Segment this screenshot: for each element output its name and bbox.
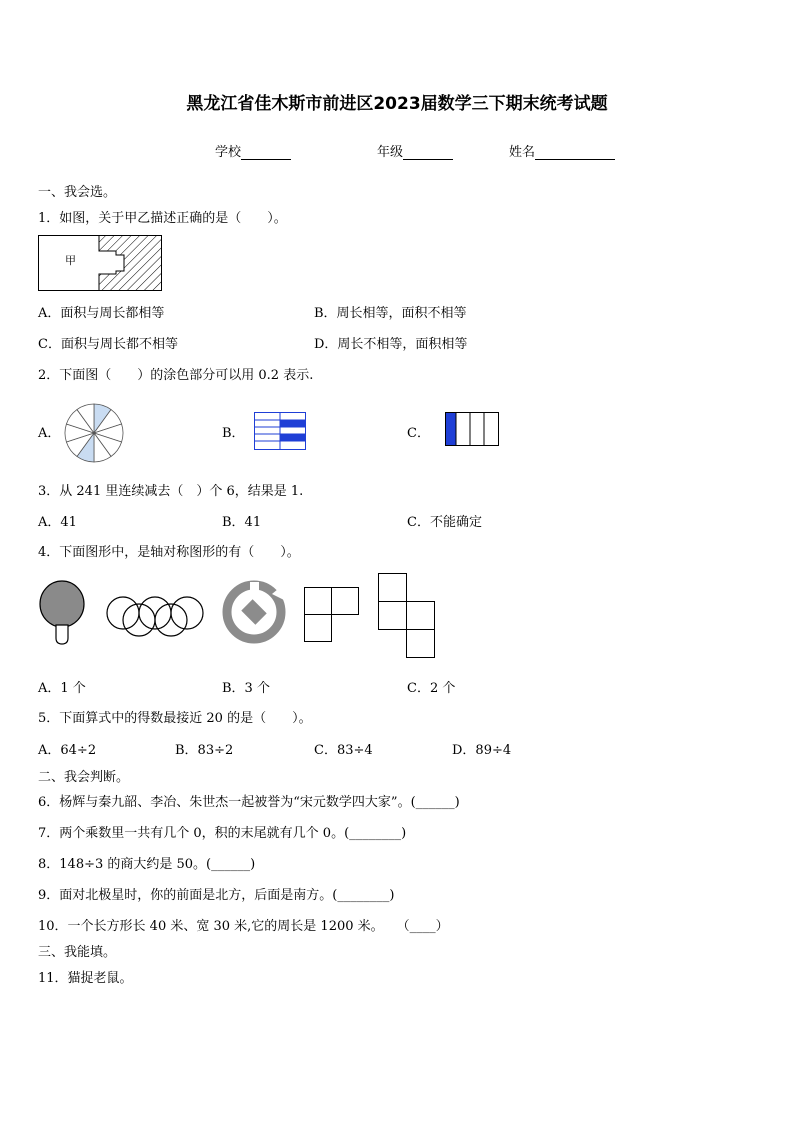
q7: 7．两个乘数里一共有几个 0，积的末尾就有几个 0。(________) [38,826,407,841]
q3-option-b[interactable]: B．41 [222,515,262,530]
q4-stem: 4．下面图形中，是轴对称图形的有（ ）。 [38,545,300,560]
school-blank[interactable] [241,145,291,160]
q10: 10．一个长方形长 40 米、宽 30 米,它的周长是 1200 米。 （____） [38,919,449,934]
q4-option-b[interactable]: B．3 个 [222,681,270,696]
ping-pong-paddle-figure [38,580,88,646]
q2-option-c[interactable]: C． [407,426,430,441]
olympic-rings-figure [104,596,208,638]
q2-stem: 2．下面图（ ）的涂色部分可以用 0.2 表示. [38,368,314,383]
name-label: 姓名 [509,145,536,160]
q1-option-d[interactable]: D．周长不相等，面积相等 [314,337,468,352]
q4-option-a[interactable]: A．1 个 [38,681,86,696]
q1-option-c[interactable]: C．面积与周长都不相等 [38,337,178,352]
q8: 8．148÷3 的商大约是 50。(______) [38,857,256,872]
q5-option-a[interactable]: A．64÷2 [38,743,97,758]
q2-pie-figure [64,403,124,463]
l-shape-figure [304,587,362,645]
bank-logo-figure [222,580,286,644]
name-blank[interactable] [535,145,615,160]
q1-stem: 1．如图，关于甲乙描述正确的是（ ）。 [38,211,287,226]
q5-option-d[interactable]: D．89÷4 [452,743,512,758]
q2-column-figure [445,412,499,446]
section-1-heading: 一、我会选。 [38,185,117,200]
q11: 11．猫捉老鼠。 [38,971,133,986]
q3-option-c[interactable]: C．不能确定 [407,515,482,530]
q1-option-a[interactable]: A．面积与周长都相等 [38,306,165,321]
grade-label: 年级 [377,145,404,160]
name-field [509,141,615,160]
q2-option-a[interactable]: A． [38,426,61,441]
q5-option-b[interactable]: B．83÷2 [175,743,234,758]
q1-figure [38,235,162,291]
fig-label-jia: 甲 [65,254,76,267]
q2-bar-figure [254,412,306,450]
school-field [215,141,291,160]
grade-blank[interactable] [403,145,453,160]
step-shape-figure [378,573,438,659]
grade-field [377,141,453,160]
q9: 9．面对北极星时，你的前面是北方，后面是南方。(________) [38,888,395,903]
q2-option-b[interactable]: B． [222,426,245,441]
q5-stem: 5．下面算式中的得数最接近 20 的是（ ）。 [38,711,312,726]
page-title: 黑龙江省佳木斯市前进区2023届数学三下期末统考试题 [186,94,608,114]
section-2-heading: 二、我会判断。 [38,770,130,785]
q4-option-c[interactable]: C．2 个 [407,681,456,696]
q6: 6．杨辉与秦九韶、李冶、朱世杰一起被誉为“宋元数学四大家”。(______) [38,795,460,810]
q3-option-a[interactable]: A．41 [38,515,77,530]
q3-stem: 3．从 241 里连续减去（ ）个 6，结果是 1. [38,484,304,499]
section-3-heading: 三、我能填。 [38,945,117,960]
q1-option-b[interactable]: B．周长相等，面积不相等 [314,306,467,321]
school-label: 学校 [215,145,242,160]
q5-option-c[interactable]: C．83÷4 [314,743,373,758]
